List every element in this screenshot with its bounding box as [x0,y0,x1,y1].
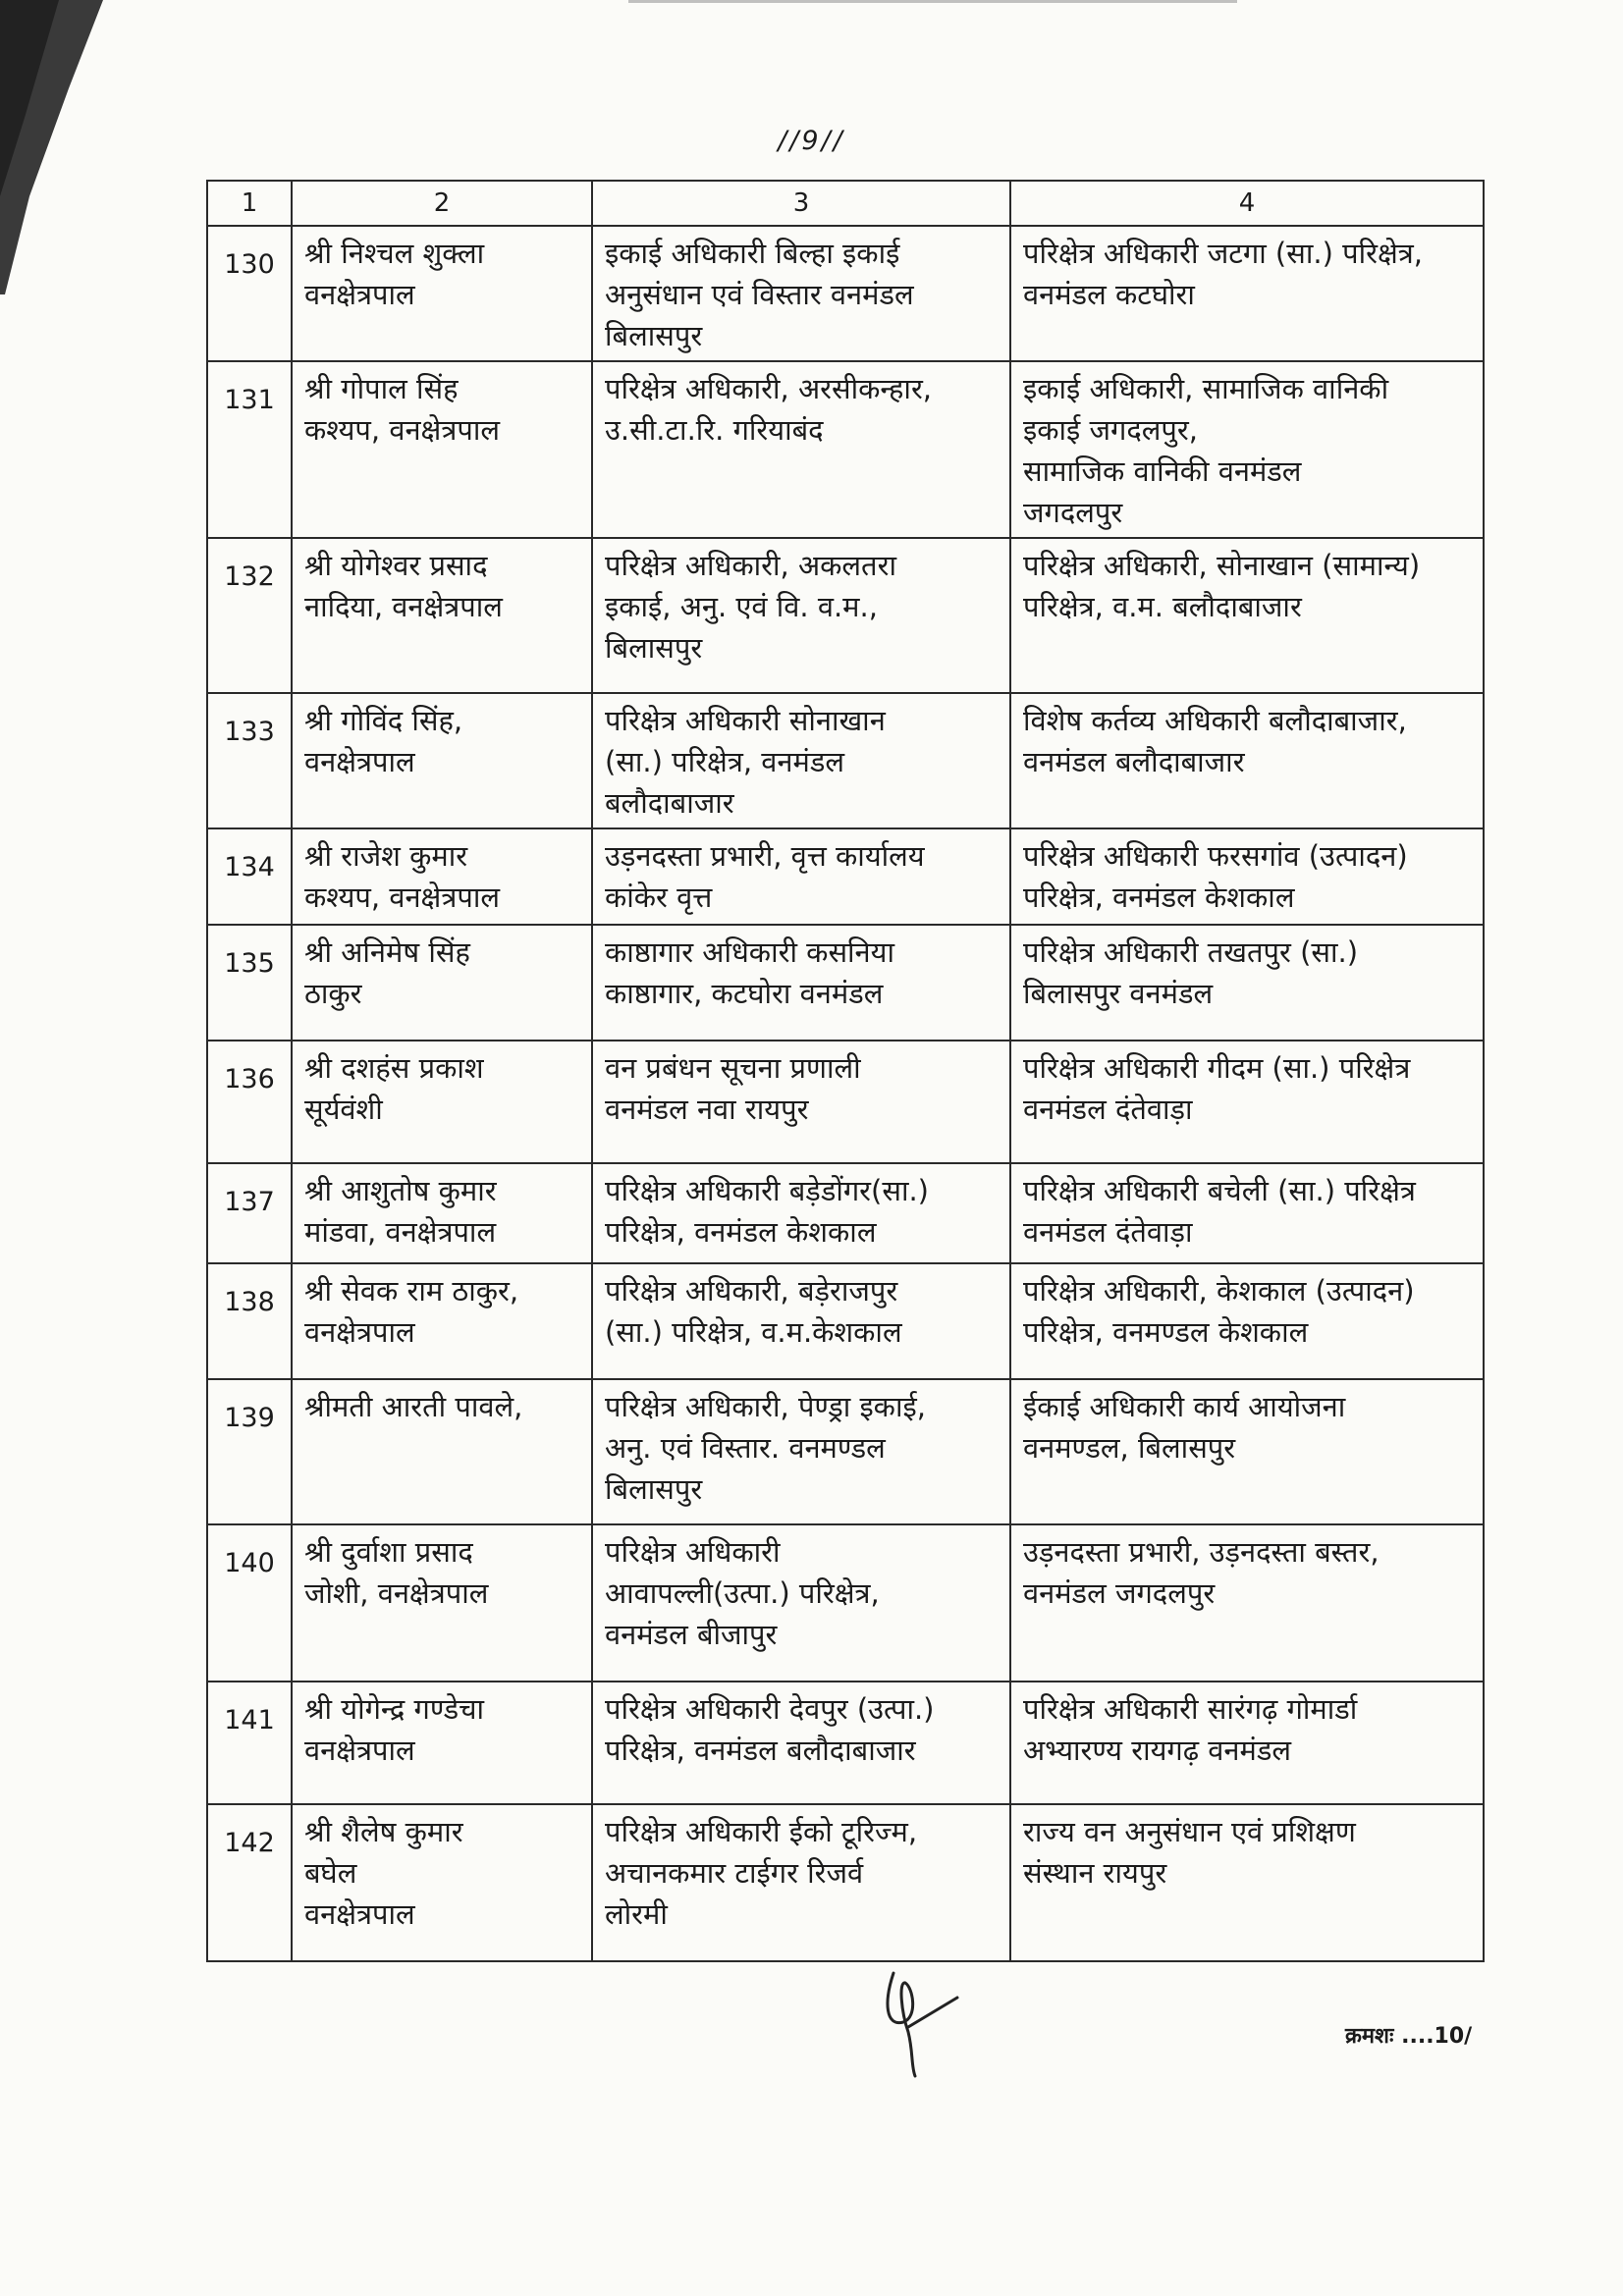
header-cell-4: 4 [1010,181,1484,226]
scan-top-line [628,0,1237,3]
new-posting: परिक्षेत्र अधिकारी सारंगढ़ गोमार्डा अभ्यारण्य रायगढ़ वनमंडल [1010,1682,1484,1804]
officer-name: श्री दशहंस प्रकाश सूर्यवंशी [292,1041,592,1163]
table-row [207,1804,1484,1961]
new-posting: परिक्षेत्र अधिकारी, केशकाल (उत्पादन) परिक्षेत्र, वनमण्डल केशकाल [1010,1263,1484,1379]
signature [864,1953,982,2081]
current-posting: उड़नदस्ता प्रभारी, वृत्त कार्यालय कांकेर वृत्त [592,828,1010,925]
current-posting: परिक्षेत्र अधिकारी देवपुर (उत्पा.) परिक्षेत्र, वनमंडल बलौदाबाजार [592,1682,1010,1804]
header-cell-1: 1 [207,181,292,226]
officer-name: श्री गोपाल सिंह कश्यप, वनक्षेत्रपाल [292,361,592,538]
current-posting: इकाई अधिकारी बिल्हा इकाई अनुसंधान एवं विस्तार वनमंडल बिलासपुर [592,226,1010,361]
table-row [207,1163,1484,1263]
header-row [207,181,1484,226]
page-number: //9// [778,126,845,156]
header-cell-2: 2 [292,181,592,226]
serial-number: 139 [207,1379,292,1524]
table-row [207,1263,1484,1379]
current-posting: काष्ठागार अधिकारी कसनिया काष्ठागार, कटघोरा वनमंडल [592,925,1010,1041]
serial-number: 141 [207,1682,292,1804]
serial-number: 134 [207,828,292,925]
transfer-table [206,180,1485,1962]
new-posting: परिक्षेत्र अधिकारी जटगा (सा.) परिक्षेत्र, वनमंडल कटघोरा [1010,226,1484,361]
serial-number: 138 [207,1263,292,1379]
serial-number: 142 [207,1804,292,1961]
table-row [207,538,1484,693]
serial-number: 130 [207,226,292,361]
officer-name: श्री योगेन्द्र गण्डेचा वनक्षेत्रपाल [292,1682,592,1804]
serial-number: 131 [207,361,292,538]
table-row [207,1041,1484,1163]
current-posting: परिक्षेत्र अधिकारी, पेण्ड्रा इकाई, अनु. एवं विस्तार. वनमण्डल बिलासपुर [592,1379,1010,1524]
current-posting: परिक्षेत्र अधिकारी ईको टूरिज्म, अचानकमार टाईगर रिजर्व लोरमी [592,1804,1010,1961]
new-posting: परिक्षेत्र अधिकारी बचेली (सा.) परिक्षेत्र वनमंडल दंतेवाड़ा [1010,1163,1484,1263]
serial-number: 137 [207,1163,292,1263]
officer-name: श्री आशुतोष कुमार मांडवा, वनक्षेत्रपाल [292,1163,592,1263]
table-row [207,1379,1484,1524]
serial-number: 133 [207,693,292,828]
new-posting: परिक्षेत्र अधिकारी, सोनाखान (सामान्य) परिक्षेत्र, व.म. बलौदाबाजार [1010,538,1484,693]
officer-name: श्री निश्चल शुक्ला वनक्षेत्रपाल [292,226,592,361]
officer-name: श्री शैलेष कुमार बघेल वनक्षेत्रपाल [292,1804,592,1961]
serial-number: 136 [207,1041,292,1163]
serial-number: 132 [207,538,292,693]
current-posting: परिक्षेत्र अधिकारी, अकलतरा इकाई, अनु. एवं वि. व.म., बिलासपुर [592,538,1010,693]
officer-name: श्री दुर्वाशा प्रसाद जोशी, वनक्षेत्रपाल [292,1524,592,1682]
table-row [207,1682,1484,1804]
table-row [207,361,1484,538]
current-posting: परिक्षेत्र अधिकारी बड़ेडोंगर(सा.) परिक्षेत्र, वनमंडल केशकाल [592,1163,1010,1263]
officer-name: श्रीमती आरती पावले, [292,1379,592,1524]
officer-name: श्री योगेश्वर प्रसाद नादिया, वनक्षेत्रपाल [292,538,592,693]
officer-name: श्री सेवक राम ठाकुर, वनक्षेत्रपाल [292,1263,592,1379]
new-posting: राज्य वन अनुसंधान एवं प्रशिक्षण संस्थान रायपुर [1010,1804,1484,1961]
serial-number: 135 [207,925,292,1041]
table-row [207,828,1484,925]
new-posting: परिक्षेत्र अधिकारी तखतपुर (सा.) बिलासपुर वनमंडल [1010,925,1484,1041]
officer-name: श्री राजेश कुमार कश्यप, वनक्षेत्रपाल [292,828,592,925]
header-cell-3: 3 [592,181,1010,226]
table-row [207,925,1484,1041]
new-posting: परिक्षेत्र अधिकारी फरसगांव (उत्पादन) परिक्षेत्र, वनमंडल केशकाल [1010,828,1484,925]
new-posting: ईकाई अधिकारी कार्य आयोजना वनमण्डल, बिलासपुर [1010,1379,1484,1524]
new-posting: इकाई अधिकारी, सामाजिक वानिकी इकाई जगदलपुर, सामाजिक वानिकी वनमंडल जगदलपुर [1010,361,1484,538]
new-posting: उड़नदस्ता प्रभारी, उड़नदस्ता बस्तर, वनमंडल जगदलपुर [1010,1524,1484,1682]
officer-name: श्री अनिमेष सिंह ठाकुर [292,925,592,1041]
current-posting: परिक्षेत्र अधिकारी, अरसीकन्हार, उ.सी.टा.रि. गरियाबंद [592,361,1010,538]
current-posting: परिक्षेत्र अधिकारी सोनाखान (सा.) परिक्षेत्र, वनमंडल बलौदाबाजार [592,693,1010,828]
new-posting: परिक्षेत्र अधिकारी गीदम (सा.) परिक्षेत्र वनमंडल दंतेवाड़ा [1010,1041,1484,1163]
current-posting: परिक्षेत्र अधिकारी आवापल्ली(उत्पा.) परिक्षेत्र, वनमंडल बीजापुर [592,1524,1010,1682]
officer-name: श्री गोविंद सिंह, वनक्षेत्रपाल [292,693,592,828]
new-posting: विशेष कर्तव्य अधिकारी बलौदाबाजार, वनमंडल बलौदाबाजार [1010,693,1484,828]
current-posting: वन प्रबंधन सूचना प्रणाली वनमंडल नवा रायपुर [592,1041,1010,1163]
table-row [207,1524,1484,1682]
current-posting: परिक्षेत्र अधिकारी, बड़ेराजपुर (सा.) परिक्षेत्र, व.म.केशकाल [592,1263,1010,1379]
continued-note: क्रमशः ....10/ [1345,2024,1473,2049]
serial-number: 140 [207,1524,292,1682]
table-row [207,226,1484,361]
table-row [207,693,1484,828]
